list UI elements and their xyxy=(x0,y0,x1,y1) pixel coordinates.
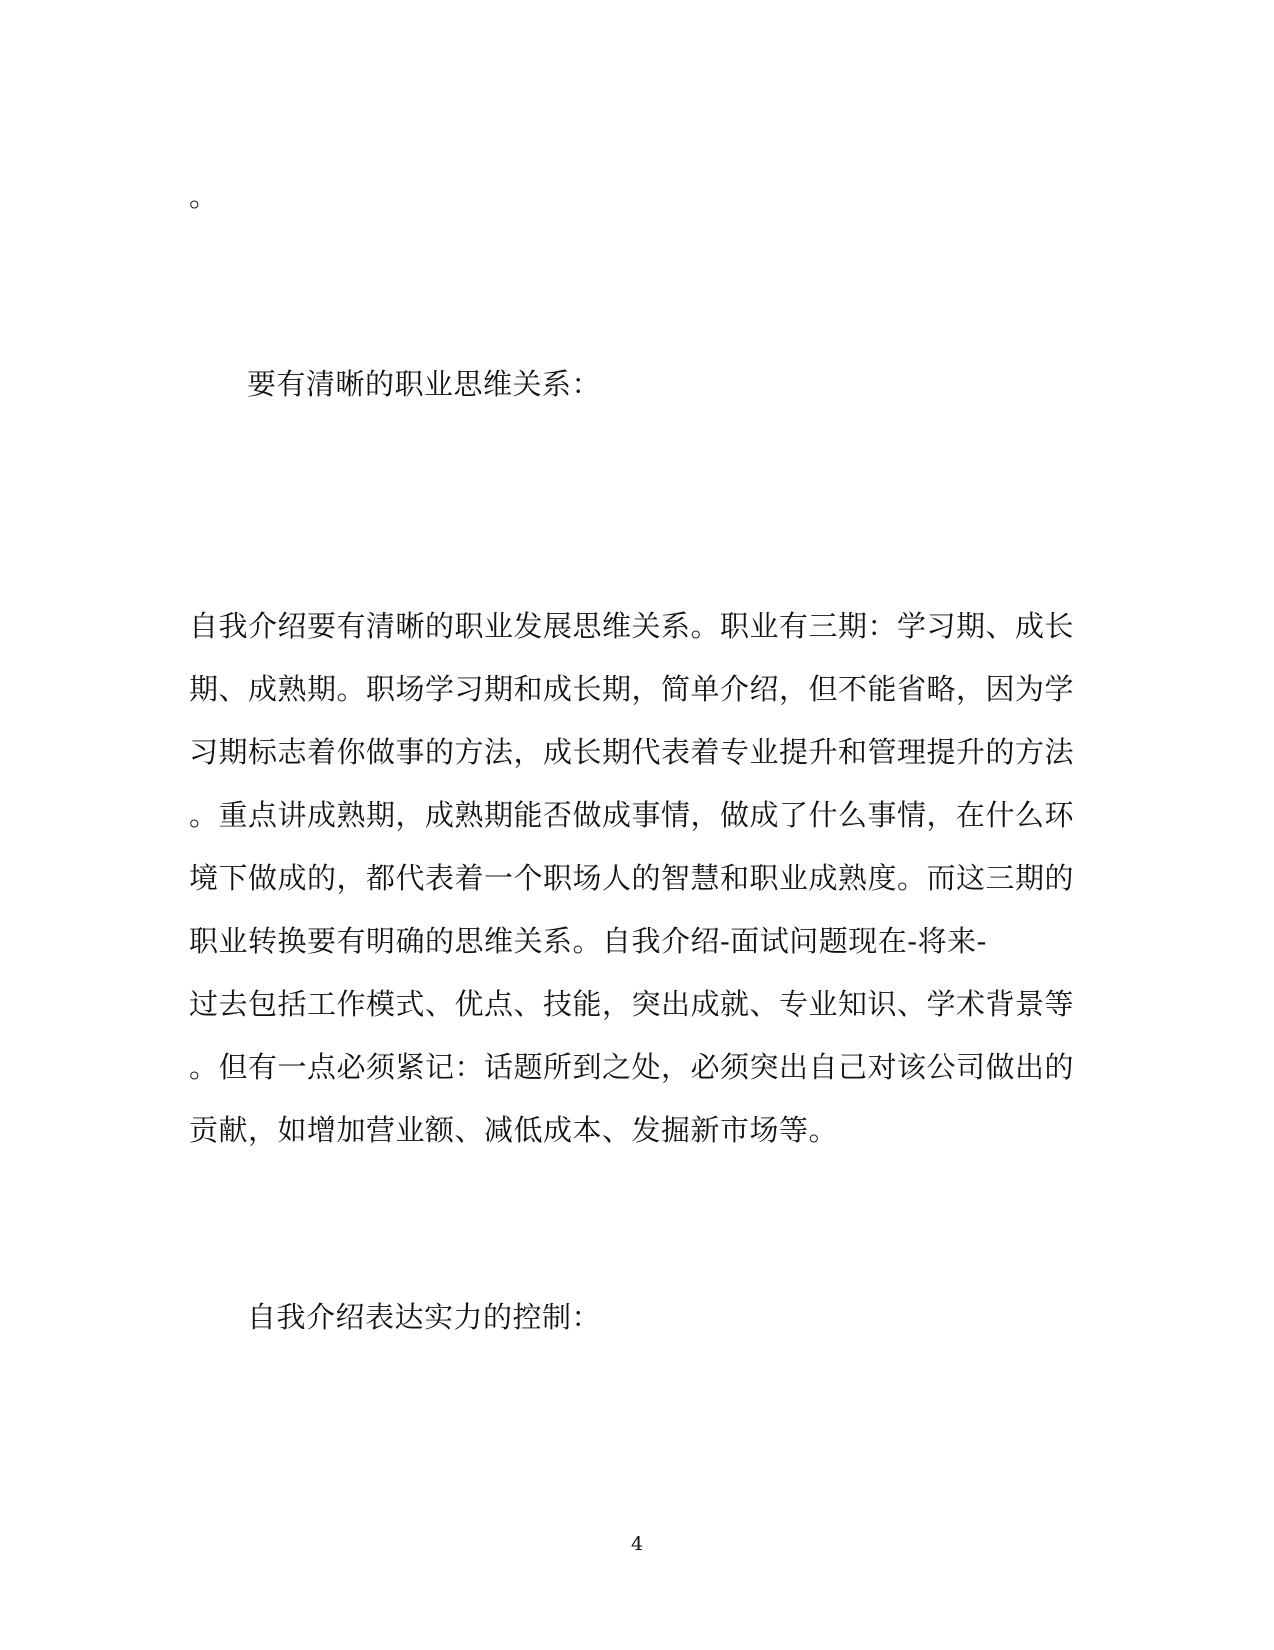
page-number: 4 xyxy=(630,1533,644,1555)
section-heading-career-thinking: 要有清晰的职业思维关系： xyxy=(247,367,602,401)
paragraph-line: 贡献，如增加营业额、减低成本、发掘新市场等。 xyxy=(189,1113,839,1147)
paragraph-line: 自我介绍要有清晰的职业发展思维关系。职业有三期：学习期、成长 xyxy=(189,609,1075,643)
section-heading-self-intro-control: 自我介绍表达实力的控制： xyxy=(247,1300,602,1334)
paragraph-line: 。重点讲成熟期，成熟期能否做成事情，做成了什么事情，在什么环 xyxy=(189,798,1075,832)
paragraph-line: 。但有一点必须紧记：话题所到之处，必须突出自己对该公司做出的 xyxy=(189,1050,1075,1084)
top-fragment: 。 xyxy=(189,179,219,213)
paragraph-line: 过去包括工作模式、优点、技能，突出成就、专业知识、学术背景等 xyxy=(189,987,1075,1021)
paragraph-line: 职业转换要有明确的思维关系。自我介绍-面试问题现在-将来- xyxy=(189,924,987,958)
paragraph-line: 境下做成的，都代表着一个职场人的智慧和职业成熟度。而这三期的 xyxy=(189,861,1075,895)
paragraph-line: 期、成熟期。职场学习期和成长期，简单介绍，但不能省略，因为学 xyxy=(189,672,1075,706)
paragraph-line: 习期标志着你做事的方法，成长期代表着专业提升和管理提升的方法 xyxy=(189,735,1075,769)
